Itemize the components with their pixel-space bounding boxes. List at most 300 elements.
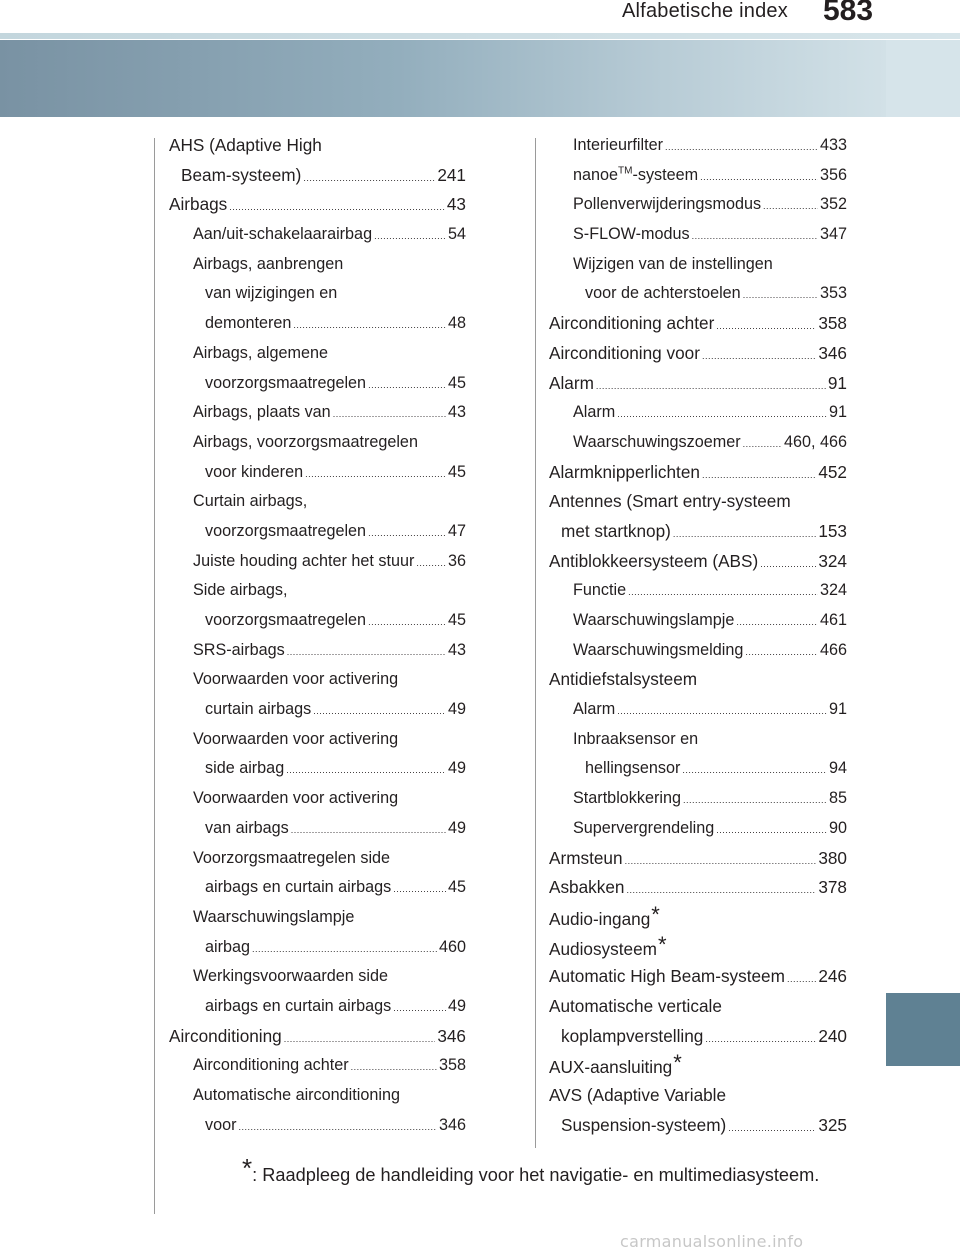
entry-text: Antennes (Smart entry-systeem (549, 491, 791, 512)
entry-text: Airbags, plaats van (193, 403, 331, 422)
dot-leader (736, 608, 818, 636)
index-entry (549, 487, 847, 517)
page-reference[interactable]: 94 (828, 759, 847, 778)
index-entry-label (573, 576, 626, 606)
index-entry-label (193, 844, 390, 874)
entry-text: AUX-aansluiting (549, 1057, 673, 1078)
page-reference[interactable]: 49 (447, 759, 466, 778)
index-entry[interactable] (169, 606, 466, 636)
index-entry-label (585, 754, 680, 784)
dot-leader (229, 193, 445, 220)
page-reference[interactable]: 47 (447, 521, 466, 540)
page-reference[interactable]: 246 (818, 966, 847, 987)
index-entry-label (169, 131, 322, 161)
dot-leader (374, 222, 446, 250)
dot-leader (305, 460, 446, 488)
index-entry[interactable] (169, 992, 466, 1022)
index-entry-label (193, 487, 307, 517)
page-reference[interactable]: 380 (818, 847, 847, 868)
index-entry-label (205, 517, 366, 547)
entry-text: Antiblokkeersysteem (ABS) (549, 550, 759, 571)
dot-leader (617, 697, 827, 725)
page-reference[interactable]: 358 (438, 1056, 466, 1075)
entry-text: Alarm (549, 372, 594, 393)
index-entry (549, 250, 847, 280)
page-reference[interactable]: 346 (818, 342, 847, 363)
entry-text-suffix: -systeem (632, 165, 699, 184)
dot-leader (286, 756, 446, 784)
index-entry-label (573, 161, 698, 191)
index-entry[interactable] (549, 369, 847, 399)
page-reference[interactable]: 49 (447, 818, 466, 837)
index-entry-label (193, 784, 398, 814)
page-reference[interactable]: 378 (818, 877, 847, 898)
page-reference[interactable]: 358 (818, 313, 847, 334)
entry-text: Airconditioning (169, 1025, 282, 1046)
dot-leader (368, 608, 446, 636)
index-entry (169, 250, 466, 280)
index-entry-label (205, 814, 289, 844)
index-entry-label (205, 992, 391, 1022)
index-entry[interactable] (169, 636, 466, 666)
index-entry[interactable] (549, 636, 847, 666)
page-reference[interactable]: 43 (447, 640, 466, 659)
index-entry[interactable] (549, 1111, 847, 1141)
index-entry[interactable] (549, 814, 847, 844)
entry-text: Alarm (573, 403, 616, 422)
index-entry-label (205, 369, 366, 399)
index-entry (169, 1081, 466, 1111)
entry-text: Wijzigen van de instellingen (573, 254, 773, 273)
entry-text: Inbraaksensor en (573, 729, 699, 748)
dot-leader (700, 163, 818, 191)
entry-text: Juiste houding achter het stuur (193, 551, 415, 570)
entry-text: demonteren (205, 314, 292, 333)
entry-text: Antidiefstalsysteem (549, 669, 698, 690)
entry-text: Aan/uit-schakelaarairbag (193, 225, 373, 244)
index-entry-label (193, 1081, 400, 1111)
watermark: carmanualsonline.info (620, 1232, 804, 1251)
index-entry[interactable] (169, 1022, 466, 1052)
index-entry-label (573, 606, 734, 636)
entry-text: van airbags (205, 818, 289, 837)
page-reference[interactable]: 324 (819, 581, 847, 600)
index-entry-label (549, 339, 700, 369)
index-entry[interactable] (169, 517, 466, 547)
entry-text: Audio-ingang (549, 908, 651, 929)
entry-text: airbags en curtain airbags (205, 878, 392, 897)
entry-text: voorzorgsmaatregelen (205, 373, 367, 392)
index-entry-label (181, 161, 301, 191)
entry-text: S-FLOW-modus (573, 225, 690, 244)
index-entry-label (193, 398, 331, 428)
index-entry (169, 784, 466, 814)
index-entry-label (193, 339, 328, 369)
index-entry-label (573, 190, 761, 220)
index-entry[interactable] (169, 1051, 466, 1081)
index-entry-label (561, 1022, 703, 1052)
entry-text: Airconditioning achter (549, 313, 715, 334)
dot-leader (416, 549, 446, 577)
index-entry-label (561, 1111, 726, 1141)
index-entry[interactable] (549, 962, 847, 992)
dot-leader (702, 342, 816, 369)
dot-leader (763, 192, 818, 220)
index-entry[interactable] (549, 131, 847, 161)
section-title: Alfabetische index (622, 0, 788, 22)
entry-text: voorzorgsmaatregelen (205, 521, 367, 540)
index-entry[interactable] (549, 161, 847, 191)
dot-leader (333, 400, 446, 428)
dot-leader (626, 876, 816, 903)
page-reference[interactable]: 48 (447, 314, 466, 333)
entry-text: Automatische airconditioning (193, 1086, 400, 1104)
index-entry (169, 665, 466, 695)
index-entry-label (549, 962, 785, 992)
index-entry (169, 844, 466, 874)
index-entry-label (549, 665, 697, 695)
index-entry-label (193, 636, 285, 666)
page-reference[interactable]: 346 (438, 1115, 466, 1134)
index-entry[interactable] (169, 398, 466, 428)
index-entry[interactable] (549, 517, 847, 547)
index-entry-label (205, 606, 366, 636)
index-entry-label (193, 220, 372, 250)
index-entry-label (193, 1051, 349, 1081)
dot-leader (368, 371, 446, 399)
index-entry-label (549, 873, 624, 903)
index-entry-label (193, 547, 414, 577)
index-entry (549, 903, 847, 933)
dot-leader (284, 1025, 436, 1052)
page-reference[interactable]: 91 (828, 403, 847, 422)
dot-leader (293, 311, 446, 339)
index-entry[interactable] (549, 576, 847, 606)
index-entry-label (573, 814, 714, 844)
index-entry[interactable] (549, 190, 847, 220)
entry-text: Automatic High Beam-systeem (549, 966, 785, 987)
entry-text: voor kinderen (205, 462, 304, 481)
entry-text: SRS-airbags (193, 640, 285, 659)
index-entry-label (205, 1111, 237, 1141)
index-entry (169, 131, 466, 161)
index-entry-label (169, 190, 227, 220)
entry-text: Waarschuwingslampje (573, 611, 735, 629)
index-entry (169, 487, 466, 517)
dot-leader (682, 756, 827, 784)
footnote-marker: * (651, 902, 660, 927)
index-entry[interactable] (549, 784, 847, 814)
index-entry-label (549, 487, 791, 517)
entry-text: Alarm (573, 700, 616, 719)
index-entry-label (549, 844, 623, 874)
index-entry (549, 665, 847, 695)
index-entry-label (193, 962, 388, 992)
index-entry[interactable] (169, 814, 466, 844)
page-reference[interactable]: 90 (828, 818, 847, 837)
page-reference[interactable]: 43 (447, 403, 466, 422)
dot-leader (625, 847, 817, 874)
page-reference[interactable]: 91 (828, 700, 847, 719)
entry-text: Voorwaarden voor activering (193, 789, 399, 808)
index-entry[interactable] (169, 309, 466, 339)
index-entry (549, 933, 847, 963)
page-reference[interactable]: 324 (818, 550, 847, 571)
entry-text: hellingsensor (585, 759, 681, 778)
page-reference[interactable]: 153 (818, 520, 847, 541)
index-entry[interactable] (549, 279, 847, 309)
index-entry[interactable] (169, 161, 466, 191)
index-entry[interactable] (169, 547, 466, 577)
index-entry (169, 962, 466, 992)
index-entry[interactable] (549, 873, 847, 903)
page-reference[interactable]: 240 (818, 1025, 847, 1046)
dot-leader (393, 994, 446, 1022)
entry-text: Airconditioning achter (193, 1056, 349, 1075)
footnote (242, 1153, 820, 1188)
index-entry-label (205, 754, 284, 784)
page-header (0, 0, 960, 33)
index-entry (169, 725, 466, 755)
entry-text: Audiosysteem (549, 938, 657, 959)
header-banner (0, 40, 886, 117)
page-reference[interactable]: 49 (447, 700, 466, 719)
page-reference[interactable]: 353 (819, 284, 847, 303)
page-reference[interactable]: 352 (819, 195, 847, 214)
page-reference[interactable]: 45 (447, 878, 466, 897)
footnote-text: : Raadpleeg de handleiding voor het navigatie- en multimediasysteem. (252, 1165, 820, 1185)
page-reference[interactable]: 43 (446, 194, 466, 215)
index-entry-label (561, 517, 671, 547)
entry-text: Pollenverwijderingsmodus (573, 195, 762, 214)
index-entry-label (573, 428, 741, 458)
index-entry[interactable] (169, 873, 466, 903)
page-reference[interactable]: 461 (819, 611, 847, 629)
entry-text: Armsteun (549, 847, 623, 868)
index-entry[interactable] (169, 190, 466, 220)
entry-text: Automatische verticale (549, 995, 722, 1016)
index-entry-label (573, 725, 698, 755)
entry-text: airbag (205, 937, 250, 956)
dot-leader (393, 875, 446, 903)
dot-leader (291, 816, 446, 844)
chapter-tab[interactable] (886, 993, 960, 1066)
index-entry-label (169, 1022, 282, 1052)
index-entry[interactable] (549, 606, 847, 636)
entry-text: Startblokkering (573, 789, 681, 808)
index-entry-label (193, 665, 398, 695)
entry-text: Voorzorgsmaatregelen side (193, 848, 391, 867)
page-reference[interactable]: 49 (447, 996, 466, 1015)
page-reference[interactable]: 460 (438, 937, 466, 956)
index-entry-label (193, 576, 288, 606)
index-entry (549, 725, 847, 755)
index-entry (549, 992, 847, 1022)
entry-text: Airbags, algemene (193, 343, 328, 362)
dot-leader (313, 697, 446, 725)
dot-leader (368, 519, 446, 547)
index-entry-label (193, 428, 418, 458)
page-reference[interactable]: 452 (818, 461, 847, 482)
dot-leader (673, 520, 816, 547)
index-entry[interactable] (169, 220, 466, 250)
dot-leader (287, 638, 446, 666)
index-entry[interactable] (549, 844, 847, 874)
dot-leader (787, 965, 816, 992)
index-column-left (169, 131, 466, 1140)
dot-leader (252, 935, 437, 963)
entry-text: AVS (Adaptive Variable (549, 1085, 727, 1105)
index-entry (549, 1081, 847, 1111)
entry-text: nanoe (573, 165, 619, 184)
index-entry[interactable] (549, 754, 847, 784)
entry-text: voor de achterstoelen (585, 284, 741, 303)
index-entry-label (585, 279, 741, 309)
dot-leader (716, 312, 816, 339)
entry-text: Voorwaarden voor activering (193, 670, 399, 689)
index-entry[interactable] (549, 1022, 847, 1052)
index-entry[interactable] (549, 398, 847, 428)
page-reference[interactable]: 241 (437, 164, 466, 185)
index-entry-label (205, 279, 337, 309)
index-entry (169, 279, 466, 309)
index-entry (169, 339, 466, 369)
page-reference[interactable]: 346 (437, 1025, 466, 1046)
entry-text: AHS (Adaptive High (169, 135, 322, 155)
entry-text: Functie (573, 581, 627, 600)
index-entry[interactable] (549, 339, 847, 369)
index-entry-label (549, 1081, 726, 1111)
index-entry-label (573, 131, 663, 161)
index-entry-label (549, 547, 758, 577)
header-banner-edge (886, 40, 960, 117)
entry-text: Airbags (169, 194, 228, 215)
entry-text: van wijzigingen en (205, 284, 338, 303)
page-reference[interactable]: 45 (447, 611, 466, 629)
index-entry-label (549, 309, 714, 339)
dot-leader (743, 430, 782, 458)
index-entry-label (193, 725, 398, 755)
entry-text: koplampverstelling (561, 1025, 704, 1046)
index-entry-label (573, 784, 681, 814)
index-entry-label (205, 309, 291, 339)
index-entry-label (549, 458, 700, 488)
trademark-superscript: TM (618, 165, 633, 177)
index-entry (169, 428, 466, 458)
entry-text: met startknop) (561, 520, 671, 541)
dot-leader (692, 222, 818, 250)
index-entry[interactable] (169, 369, 466, 399)
index-entry[interactable] (549, 309, 847, 339)
index-entry-label (573, 636, 743, 666)
index-entry[interactable] (549, 458, 847, 488)
index-entry-label (573, 398, 615, 428)
footnote-marker: * (657, 932, 667, 957)
entry-text: Airbags, aanbrengen (193, 254, 344, 273)
index-entry[interactable] (169, 458, 466, 488)
index-column-right (549, 131, 847, 1140)
dot-leader (617, 400, 827, 428)
index-entry-label (205, 933, 250, 963)
page-reference[interactable]: 91 (827, 372, 847, 393)
index-entry-label (549, 1051, 682, 1081)
index-entry-label (193, 903, 354, 933)
header-stripe (0, 33, 960, 39)
page-reference[interactable]: 325 (818, 1114, 847, 1135)
column-divider-middle (535, 138, 536, 1148)
footnote-asterisk: * (242, 1153, 253, 1183)
dot-leader (596, 372, 826, 399)
dot-leader (303, 164, 435, 191)
entry-text: Side airbags, (193, 581, 288, 600)
index-entry-label (549, 369, 594, 399)
dot-leader (743, 281, 818, 309)
entry-text: curtain airbags (205, 700, 312, 719)
index-entry-label (549, 933, 667, 963)
dot-leader (683, 786, 827, 814)
entry-text: Waarschuwingslampje (193, 907, 355, 926)
index-entry[interactable] (549, 220, 847, 250)
entry-text: Alarmknipperlichten (549, 461, 700, 482)
page-reference[interactable]: 433 (819, 136, 847, 154)
dot-leader (239, 1113, 437, 1141)
footnote-marker: * (673, 1051, 682, 1076)
entry-text: Werkingsvoorwaarden side (193, 967, 388, 986)
index-entry-label (205, 458, 303, 488)
index-entry-label (205, 873, 391, 903)
index-entry[interactable] (169, 1111, 466, 1141)
index-entry (169, 576, 466, 606)
dot-leader (628, 578, 818, 606)
entry-text: Supervergrendeling (573, 818, 715, 837)
entry-text: Airbags, voorzorgsmaatregelen (193, 432, 418, 451)
entry-text: airbags en curtain airbags (205, 996, 392, 1015)
dot-leader (745, 638, 818, 666)
index-entry (169, 903, 466, 933)
page-reference[interactable]: 36 (447, 551, 466, 570)
entry-text: Voorwaarden voor activering (193, 729, 399, 748)
page-reference[interactable]: 54 (447, 225, 466, 244)
index-entry[interactable] (549, 695, 847, 725)
entry-text: Asbakken (549, 877, 625, 898)
dot-leader (728, 1114, 816, 1141)
page-number: 583 (823, 0, 874, 27)
index-entry[interactable] (169, 933, 466, 963)
index-entry[interactable] (549, 428, 847, 458)
page-reference[interactable]: 356 (819, 165, 847, 184)
page-reference[interactable]: 85 (828, 789, 847, 808)
index-entry-label (573, 250, 773, 280)
entry-text: Waarschuwingszoemer (573, 432, 741, 451)
page-reference[interactable]: 347 (819, 225, 847, 244)
index-entry[interactable] (169, 695, 466, 725)
entry-text: Interieurfilter (573, 136, 663, 154)
index-entry-label (205, 695, 311, 725)
page-reference[interactable]: 45 (447, 373, 466, 392)
index-entry-label (549, 992, 722, 1022)
index-entry-label (549, 903, 660, 933)
page-reference[interactable]: 466 (819, 640, 847, 659)
index-entry (549, 1051, 847, 1081)
entry-text: Beam-systeem) (181, 164, 302, 185)
page-reference[interactable]: 460, 466 (783, 432, 847, 451)
index-entry[interactable] (549, 547, 847, 577)
entry-text: side airbag (205, 759, 285, 778)
index-entry[interactable] (169, 754, 466, 784)
page-reference[interactable]: 45 (447, 462, 466, 481)
column-divider-left (154, 138, 155, 1214)
index-entry-label (573, 220, 690, 250)
